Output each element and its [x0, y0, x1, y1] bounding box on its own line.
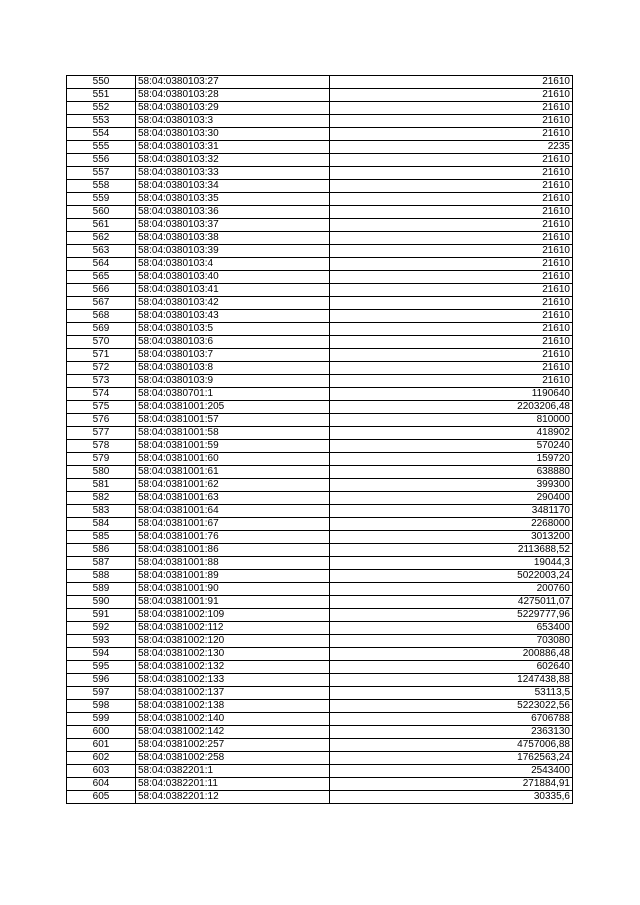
- table-row: [67, 167, 573, 180]
- row-number-cell: 602: [67, 752, 136, 765]
- cadastral-number-cell: 58:04:0380103:27: [136, 76, 330, 89]
- row-number-cell: 559: [67, 193, 136, 206]
- row-number-cell: 554: [67, 128, 136, 141]
- cadastral-number-cell: 58:04:0381002:257: [136, 739, 330, 752]
- row-number-cell: 589: [67, 583, 136, 596]
- row-number-cell: 601: [67, 739, 136, 752]
- row-number-cell: 596: [67, 674, 136, 687]
- value-cell: 19044,3: [330, 557, 573, 570]
- value-cell: 1190640: [330, 388, 573, 401]
- row-number-cell: 564: [67, 258, 136, 271]
- row-number-cell: 572: [67, 362, 136, 375]
- table-row: [67, 89, 573, 102]
- row-number-cell: 584: [67, 518, 136, 531]
- row-number-cell: 556: [67, 154, 136, 167]
- row-number-cell: 588: [67, 570, 136, 583]
- row-number-cell: 561: [67, 219, 136, 232]
- value-cell: 3481170: [330, 505, 573, 518]
- row-number-cell: 604: [67, 778, 136, 791]
- table-row: [67, 622, 573, 635]
- row-number-cell: 592: [67, 622, 136, 635]
- table-row: [67, 349, 573, 362]
- row-number-cell: 582: [67, 492, 136, 505]
- table-row: [67, 700, 573, 713]
- row-number-cell: 600: [67, 726, 136, 739]
- value-cell: 53113,5: [330, 687, 573, 700]
- row-number-cell: 575: [67, 401, 136, 414]
- row-number-cell: 569: [67, 323, 136, 336]
- value-cell: 2268000: [330, 518, 573, 531]
- value-cell: 1762563,24: [330, 752, 573, 765]
- value-cell: 21610: [330, 154, 573, 167]
- cadastral-number-cell: 58:04:0381001:62: [136, 479, 330, 492]
- row-number-cell: 581: [67, 479, 136, 492]
- table-row: [67, 245, 573, 258]
- table-row: [67, 752, 573, 765]
- cadastral-number-cell: 58:04:0380103:34: [136, 180, 330, 193]
- row-number-cell: 598: [67, 700, 136, 713]
- table-row: [67, 765, 573, 778]
- table-body: [67, 76, 573, 804]
- cadastral-number-cell: 58:04:0382201:11: [136, 778, 330, 791]
- row-number-cell: 585: [67, 531, 136, 544]
- table-row: [67, 414, 573, 427]
- value-cell: 21610: [330, 271, 573, 284]
- table-row: [67, 570, 573, 583]
- cadastral-number-cell: 58:04:0380103:6: [136, 336, 330, 349]
- cadastral-number-cell: 58:04:0381001:60: [136, 453, 330, 466]
- row-number-cell: 567: [67, 297, 136, 310]
- value-cell: 5223022,56: [330, 700, 573, 713]
- table-row: [67, 115, 573, 128]
- table-row: [67, 492, 573, 505]
- value-cell: 638880: [330, 466, 573, 479]
- value-cell: 570240: [330, 440, 573, 453]
- row-number-cell: 578: [67, 440, 136, 453]
- value-cell: 2363130: [330, 726, 573, 739]
- row-number-cell: 574: [67, 388, 136, 401]
- cadastral-number-cell: 58:04:0380103:29: [136, 102, 330, 115]
- table-row: [67, 219, 573, 232]
- value-cell: 418902: [330, 427, 573, 440]
- cadastral-number-cell: 58:04:0380103:42: [136, 297, 330, 310]
- cadastral-number-cell: 58:04:0381001:67: [136, 518, 330, 531]
- value-cell: 271884,91: [330, 778, 573, 791]
- cadastral-number-cell: 58:04:0380103:40: [136, 271, 330, 284]
- cadastral-number-cell: 58:04:0380103:35: [136, 193, 330, 206]
- table-row: [67, 544, 573, 557]
- cadastral-number-cell: 58:04:0380103:43: [136, 310, 330, 323]
- cadastral-number-cell: 58:04:0380103:8: [136, 362, 330, 375]
- value-cell: 21610: [330, 245, 573, 258]
- table-row: [67, 375, 573, 388]
- cadastral-number-cell: 58:04:0380103:30: [136, 128, 330, 141]
- table-row: [67, 440, 573, 453]
- cadastral-number-cell: 58:04:0380103:41: [136, 284, 330, 297]
- cadastral-number-cell: 58:04:0380103:31: [136, 141, 330, 154]
- table-row: [67, 427, 573, 440]
- value-cell: 6706788: [330, 713, 573, 726]
- cadastral-number-cell: 58:04:0381002:112: [136, 622, 330, 635]
- row-number-cell: 590: [67, 596, 136, 609]
- table-row: [67, 674, 573, 687]
- table-row: [67, 401, 573, 414]
- value-cell: 21610: [330, 375, 573, 388]
- table-row: [67, 505, 573, 518]
- value-cell: 21610: [330, 76, 573, 89]
- table-row: [67, 648, 573, 661]
- table-row: [67, 687, 573, 700]
- value-cell: 200760: [330, 583, 573, 596]
- row-number-cell: 573: [67, 375, 136, 388]
- table-row: [67, 609, 573, 622]
- row-number-cell: 562: [67, 232, 136, 245]
- value-cell: 21610: [330, 102, 573, 115]
- row-number-cell: 597: [67, 687, 136, 700]
- row-number-cell: 560: [67, 206, 136, 219]
- table-row: [67, 531, 573, 544]
- table-row: [67, 388, 573, 401]
- row-number-cell: 558: [67, 180, 136, 193]
- row-number-cell: 583: [67, 505, 136, 518]
- table-row: [67, 739, 573, 752]
- cadastral-number-cell: 58:04:0381001:61: [136, 466, 330, 479]
- value-cell: 4275011,07: [330, 596, 573, 609]
- row-number-cell: 563: [67, 245, 136, 258]
- row-number-cell: 565: [67, 271, 136, 284]
- row-number-cell: 553: [67, 115, 136, 128]
- table-row: [67, 661, 573, 674]
- value-cell: 290400: [330, 492, 573, 505]
- table-row: [67, 518, 573, 531]
- row-number-cell: 557: [67, 167, 136, 180]
- table-row: [67, 479, 573, 492]
- value-cell: 21610: [330, 89, 573, 102]
- table-row: [67, 323, 573, 336]
- value-cell: 2235: [330, 141, 573, 154]
- cadastral-number-cell: 58:04:0381001:90: [136, 583, 330, 596]
- table-row: [67, 102, 573, 115]
- cadastral-number-cell: 58:04:0380103:9: [136, 375, 330, 388]
- cadastral-number-cell: 58:04:0381001:91: [136, 596, 330, 609]
- cadastral-number-cell: 58:04:0381002:132: [136, 661, 330, 674]
- cadastral-number-cell: 58:04:0381001:88: [136, 557, 330, 570]
- table-row: [67, 453, 573, 466]
- table-row: [67, 362, 573, 375]
- cadastral-number-cell: 58:04:0381001:76: [136, 531, 330, 544]
- value-cell: 5229777,96: [330, 609, 573, 622]
- cadastral-number-cell: 58:04:0382201:12: [136, 791, 330, 804]
- cadastral-number-cell: 58:04:0381001:59: [136, 440, 330, 453]
- row-number-cell: 605: [67, 791, 136, 804]
- cadastral-number-cell: 58:04:0381002:109: [136, 609, 330, 622]
- table-row: [67, 310, 573, 323]
- value-cell: 21610: [330, 362, 573, 375]
- row-number-cell: 551: [67, 89, 136, 102]
- table-row: [67, 180, 573, 193]
- value-cell: 21610: [330, 336, 573, 349]
- table-row: [67, 713, 573, 726]
- table-row: [67, 297, 573, 310]
- row-number-cell: 586: [67, 544, 136, 557]
- row-number-cell: 550: [67, 76, 136, 89]
- table-row: [67, 141, 573, 154]
- value-cell: 2203206,48: [330, 401, 573, 414]
- row-number-cell: 595: [67, 661, 136, 674]
- cadastral-number-cell: 58:04:0381002:258: [136, 752, 330, 765]
- table-row: [67, 232, 573, 245]
- row-number-cell: 552: [67, 102, 136, 115]
- cadastral-number-cell: 58:04:0380103:7: [136, 349, 330, 362]
- row-number-cell: 603: [67, 765, 136, 778]
- cadastral-number-cell: 58:04:0380103:3: [136, 115, 330, 128]
- cadastral-number-cell: 58:04:0380103:39: [136, 245, 330, 258]
- row-number-cell: 593: [67, 635, 136, 648]
- cadastral-number-cell: 58:04:0380103:4: [136, 258, 330, 271]
- value-cell: 21610: [330, 323, 573, 336]
- cadastral-number-cell: 58:04:0382201:1: [136, 765, 330, 778]
- table-row: [67, 284, 573, 297]
- row-number-cell: 580: [67, 466, 136, 479]
- cadastral-number-cell: 58:04:0381001:86: [136, 544, 330, 557]
- table-row: [67, 206, 573, 219]
- cadastral-number-cell: 58:04:0381002:133: [136, 674, 330, 687]
- value-cell: 653400: [330, 622, 573, 635]
- table-row: [67, 193, 573, 206]
- value-cell: 21610: [330, 349, 573, 362]
- row-number-cell: 579: [67, 453, 136, 466]
- row-number-cell: 599: [67, 713, 136, 726]
- cadastral-number-cell: 58:04:0381001:89: [136, 570, 330, 583]
- cadastral-number-cell: 58:04:0381002:142: [136, 726, 330, 739]
- value-cell: 21610: [330, 219, 573, 232]
- value-cell: 21610: [330, 193, 573, 206]
- cadastral-number-cell: 58:04:0380103:28: [136, 89, 330, 102]
- table-row: [67, 557, 573, 570]
- value-cell: 4757006,88: [330, 739, 573, 752]
- cadastral-number-cell: 58:04:0380103:37: [136, 219, 330, 232]
- table-row: [67, 778, 573, 791]
- value-cell: 703080: [330, 635, 573, 648]
- value-cell: 2113688,52: [330, 544, 573, 557]
- value-cell: 3013200: [330, 531, 573, 544]
- table-row: [67, 596, 573, 609]
- value-cell: 30335,6: [330, 791, 573, 804]
- cadastral-number-cell: 58:04:0381001:64: [136, 505, 330, 518]
- table-row: [67, 336, 573, 349]
- row-number-cell: 555: [67, 141, 136, 154]
- value-cell: 2543400: [330, 765, 573, 778]
- value-cell: 21610: [330, 258, 573, 271]
- cadastral-number-cell: 58:04:0380103:33: [136, 167, 330, 180]
- table-row: [67, 76, 573, 89]
- cadastral-number-cell: 58:04:0381002:140: [136, 713, 330, 726]
- value-cell: 21610: [330, 180, 573, 193]
- table-row: [67, 791, 573, 804]
- cadastral-number-cell: 58:04:0380701:1: [136, 388, 330, 401]
- table-row: [67, 271, 573, 284]
- row-number-cell: 594: [67, 648, 136, 661]
- table-row: [67, 583, 573, 596]
- table-row: [67, 154, 573, 167]
- row-number-cell: 571: [67, 349, 136, 362]
- cadastral-number-cell: 58:04:0380103:5: [136, 323, 330, 336]
- value-cell: 21610: [330, 310, 573, 323]
- cadastral-number-cell: 58:04:0381001:205: [136, 401, 330, 414]
- value-cell: 602640: [330, 661, 573, 674]
- cadastral-number-cell: 58:04:0381002:130: [136, 648, 330, 661]
- value-cell: 21610: [330, 206, 573, 219]
- value-cell: 5022003,24: [330, 570, 573, 583]
- cadastral-number-cell: 58:04:0381001:58: [136, 427, 330, 440]
- table-row: [67, 466, 573, 479]
- cadastral-number-cell: 58:04:0381001:63: [136, 492, 330, 505]
- cadastral-number-cell: 58:04:0380103:36: [136, 206, 330, 219]
- value-cell: 159720: [330, 453, 573, 466]
- value-cell: 21610: [330, 128, 573, 141]
- table-row: [67, 258, 573, 271]
- cadastral-number-cell: 58:04:0380103:32: [136, 154, 330, 167]
- value-cell: 810000: [330, 414, 573, 427]
- cadastral-number-cell: 58:04:0381002:137: [136, 687, 330, 700]
- value-cell: 399300: [330, 479, 573, 492]
- value-cell: 21610: [330, 167, 573, 180]
- cadastral-number-cell: 58:04:0380103:38: [136, 232, 330, 245]
- data-table: [66, 75, 573, 804]
- value-cell: 200886,48: [330, 648, 573, 661]
- value-cell: 21610: [330, 297, 573, 310]
- cadastral-number-cell: 58:04:0381002:120: [136, 635, 330, 648]
- value-cell: 21610: [330, 284, 573, 297]
- table-row: [67, 128, 573, 141]
- row-number-cell: 566: [67, 284, 136, 297]
- value-cell: 21610: [330, 115, 573, 128]
- row-number-cell: 577: [67, 427, 136, 440]
- row-number-cell: 591: [67, 609, 136, 622]
- value-cell: 21610: [330, 232, 573, 245]
- row-number-cell: 576: [67, 414, 136, 427]
- row-number-cell: 570: [67, 336, 136, 349]
- cadastral-number-cell: 58:04:0381001:57: [136, 414, 330, 427]
- row-number-cell: 587: [67, 557, 136, 570]
- table-row: [67, 726, 573, 739]
- table-row: [67, 635, 573, 648]
- row-number-cell: 568: [67, 310, 136, 323]
- value-cell: 1247438,88: [330, 674, 573, 687]
- cadastral-number-cell: 58:04:0381002:138: [136, 700, 330, 713]
